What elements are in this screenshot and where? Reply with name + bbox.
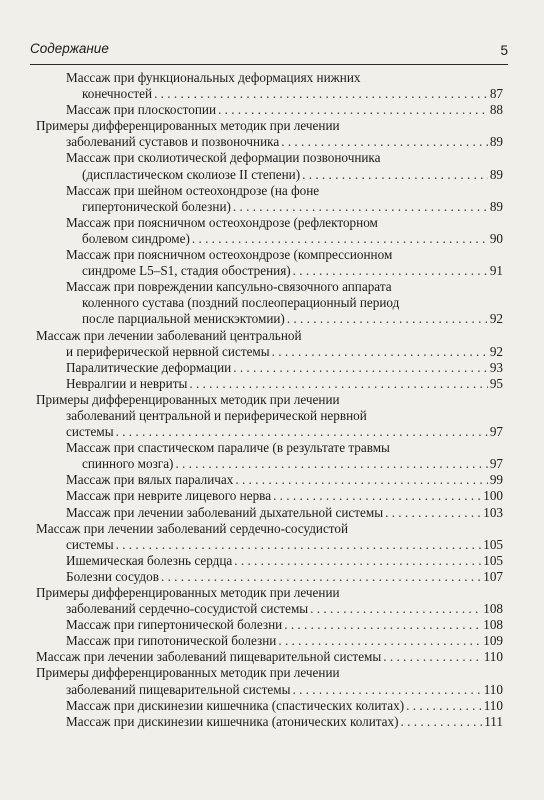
toc-entry-title-line: болевом синдроме) bbox=[82, 230, 190, 246]
toc-entry-title-line: после парциальной менискэктомии) bbox=[82, 311, 285, 327]
toc-entry bbox=[0, 150, 544, 182]
toc-entry bbox=[0, 617, 544, 633]
toc-entry-leader-line bbox=[0, 488, 503, 504]
toc-entry-leader-line bbox=[0, 311, 503, 327]
dot-leader bbox=[233, 360, 488, 376]
toc-entry-page-number: 100 bbox=[483, 488, 503, 504]
toc-entry-title-line: Массаж при плоскостопии bbox=[66, 102, 216, 118]
dot-leader bbox=[161, 569, 481, 585]
toc-entry-title-line: Массаж при лечении заболеваний дыхательной системы bbox=[66, 504, 384, 520]
toc-entry bbox=[0, 698, 544, 714]
toc-entry-title-line: Массаж при лечении заболеваний сердечно-сосудистой bbox=[36, 520, 349, 536]
table-of-contents bbox=[0, 70, 544, 730]
dot-leader bbox=[218, 102, 488, 118]
toc-entry-leader-line bbox=[0, 472, 503, 488]
toc-entry-leader-line bbox=[0, 86, 503, 102]
toc-entry-leader-line bbox=[0, 199, 503, 215]
toc-entry-leader-line bbox=[0, 649, 503, 665]
dot-leader bbox=[175, 456, 487, 472]
toc-entry-title-line: системы bbox=[66, 424, 114, 440]
toc-entry-title-line: Массаж при сколиотической деформации позвоночника bbox=[66, 150, 381, 166]
toc-entry bbox=[0, 328, 544, 360]
dot-leader bbox=[302, 167, 488, 183]
toc-entry-title-line: Массаж при гипотонической болезни bbox=[66, 633, 277, 649]
toc-entry bbox=[0, 102, 544, 118]
toc-entry-title-line: Невралгии и невриты bbox=[66, 375, 188, 391]
toc-entry-page-number: 92 bbox=[489, 311, 503, 327]
toc-entry bbox=[0, 279, 544, 327]
toc-entry-leader-line bbox=[0, 537, 503, 553]
toc-entry-title-line: Массаж при лечении заболеваний центральной bbox=[36, 327, 302, 343]
toc-entry-page-number: 110 bbox=[483, 697, 503, 713]
toc-entry-page-number: 108 bbox=[483, 617, 503, 633]
toc-entry-leader-line bbox=[0, 263, 503, 279]
page-number: 5 bbox=[500, 43, 508, 58]
toc-entry-page-number: 91 bbox=[489, 263, 503, 279]
toc-entry-title-line: и периферической нервной системы bbox=[66, 343, 270, 359]
dot-leader bbox=[385, 505, 481, 521]
toc-entry-title-line: Массаж при дискинезии кишечника (спастических колитах) bbox=[66, 697, 405, 713]
toc-entry-leader-line bbox=[0, 134, 503, 150]
dot-leader bbox=[406, 698, 482, 714]
toc-entry-leader-line bbox=[0, 376, 503, 392]
dot-leader bbox=[235, 472, 487, 488]
toc-entry-leader-line bbox=[0, 553, 503, 569]
toc-entry-leader-line bbox=[0, 682, 503, 698]
dot-leader bbox=[281, 134, 488, 150]
toc-entry-title-line: заболеваний сердечно-сосудистой системы bbox=[66, 601, 309, 617]
toc-entry-page-number: 103 bbox=[483, 504, 503, 520]
toc-entry-leader-line bbox=[0, 569, 503, 585]
toc-entry-title-line: системы bbox=[66, 536, 114, 552]
toc-entry-title-line: конечностей bbox=[82, 86, 153, 102]
toc-entry-page-number: 105 bbox=[483, 536, 503, 552]
dot-leader bbox=[189, 376, 487, 392]
toc-entry-leader-line bbox=[0, 344, 503, 360]
toc-entry-title-line: Массаж при дискинезии кишечника (атонических колитах) bbox=[66, 713, 399, 729]
toc-entry-leader-line bbox=[0, 714, 503, 730]
toc-entry-title-line: Массаж при неврите лицевого нерва bbox=[66, 488, 272, 504]
toc-entry-title-line: заболеваний пищеварительной системы bbox=[66, 681, 291, 697]
toc-entry bbox=[0, 392, 544, 440]
toc-entry bbox=[0, 649, 544, 665]
toc-entry-page-number: 89 bbox=[489, 166, 503, 182]
toc-entry-title-line: Массаж при функциональных деформациях нижних bbox=[66, 70, 361, 85]
toc-entry-page-number: 109 bbox=[483, 633, 503, 649]
dot-leader bbox=[292, 682, 481, 698]
toc-entry-page-number: 92 bbox=[489, 343, 503, 359]
dot-leader bbox=[278, 633, 481, 649]
toc-entry-title-line: Примеры дифференцированных методик при лечении bbox=[36, 585, 340, 600]
toc-entry-leader-line bbox=[0, 633, 503, 649]
toc-entry-leader-line bbox=[0, 360, 503, 376]
toc-entry-leader-line bbox=[0, 102, 503, 118]
toc-entry-page-number: 110 bbox=[483, 649, 503, 665]
toc-entry bbox=[0, 183, 544, 215]
toc-entry-leader-line bbox=[0, 698, 503, 714]
toc-entry bbox=[0, 215, 544, 247]
toc-entry bbox=[0, 553, 544, 569]
toc-entry-title-line: коленного сустава (поздний послеоперационный период bbox=[82, 295, 400, 311]
toc-entry-leader-line bbox=[0, 601, 503, 617]
toc-entry bbox=[0, 585, 544, 617]
dot-leader bbox=[154, 86, 488, 102]
toc-entry bbox=[0, 569, 544, 585]
toc-entry-title-line: Массаж при гипертонической болезни bbox=[66, 617, 283, 633]
toc-entry-title-line: синдроме L5–S1, стадия обострения) bbox=[82, 263, 291, 279]
toc-entry-title-line: Массаж при лечении заболеваний пищеварительной системы bbox=[36, 649, 382, 665]
toc-entry-title-line: гипертонической болезни) bbox=[82, 198, 231, 214]
toc-entry-page-number: 99 bbox=[489, 472, 503, 488]
dot-leader bbox=[192, 231, 488, 247]
toc-entry bbox=[0, 521, 544, 553]
toc-entry-leader-line bbox=[0, 424, 503, 440]
toc-entry-title-line: Ишемическая болезнь сердца bbox=[66, 552, 233, 568]
toc-entry-leader-line bbox=[0, 231, 503, 247]
toc-entry-page-number: 95 bbox=[489, 375, 503, 391]
toc-entry-title-line: Массаж при шейном остеохондрозе (на фоне bbox=[66, 182, 320, 198]
dot-leader bbox=[284, 617, 481, 633]
toc-entry bbox=[0, 440, 544, 472]
toc-entry bbox=[0, 247, 544, 279]
toc-entry-page-number: 97 bbox=[489, 456, 503, 472]
dot-leader bbox=[234, 553, 481, 569]
toc-entry-page-number: 93 bbox=[489, 359, 503, 375]
toc-entry-title-line: (диспластическом сколиозе II степени) bbox=[82, 166, 301, 182]
toc-entry-title-line: Массаж при спастическом параличе (в результате травмы bbox=[66, 440, 390, 456]
toc-entry-page-number: 97 bbox=[489, 424, 503, 440]
toc-entry-page-number: 108 bbox=[483, 601, 503, 617]
toc-entry-title-line: Примеры дифференцированных методик при лечении bbox=[36, 391, 340, 407]
toc-entry bbox=[0, 505, 544, 521]
dot-leader bbox=[116, 424, 488, 440]
toc-entry bbox=[0, 665, 544, 697]
toc-entry bbox=[0, 118, 544, 150]
toc-entry-page-number: 111 bbox=[484, 713, 503, 729]
dot-leader bbox=[272, 344, 488, 360]
toc-entry bbox=[0, 472, 544, 488]
toc-entry bbox=[0, 70, 544, 102]
dot-leader bbox=[116, 537, 482, 553]
toc-entry bbox=[0, 633, 544, 649]
toc-entry bbox=[0, 488, 544, 504]
toc-entry-page-number: 107 bbox=[483, 568, 503, 584]
page-header bbox=[30, 40, 508, 65]
dot-leader bbox=[383, 649, 481, 665]
dot-leader bbox=[401, 714, 483, 730]
running-title: Содержание bbox=[30, 41, 109, 56]
toc-entry-title-line: Массаж при поясничном остеохондрозе (рефлекторном bbox=[66, 214, 378, 230]
toc-entry-page-number: 89 bbox=[489, 198, 503, 214]
toc-entry-title-line: Примеры дифференцированных методик при лечении bbox=[36, 118, 340, 134]
toc-entry-page-number: 87 bbox=[489, 86, 503, 102]
dot-leader bbox=[287, 311, 488, 327]
toc-entry-leader-line bbox=[0, 505, 503, 521]
toc-entry-page-number: 89 bbox=[489, 134, 503, 150]
dot-leader bbox=[293, 263, 488, 279]
dot-leader bbox=[273, 488, 481, 504]
toc-entry bbox=[0, 376, 544, 392]
toc-entry-title-line: заболеваний суставов и позвоночника bbox=[66, 134, 280, 150]
toc-entry-leader-line bbox=[0, 456, 503, 472]
toc-entry-title-line: Паралитические деформации bbox=[66, 359, 232, 375]
toc-entry-page-number: 88 bbox=[489, 102, 503, 118]
toc-entry-title-line: Массаж при повреждении капсульно-связочного аппарата bbox=[66, 279, 392, 295]
toc-entry-title-line: Массаж при поясничном остеохондрозе (компрессионном bbox=[66, 247, 393, 263]
toc-entry-title-line: Массаж при вялых параличах bbox=[66, 472, 234, 488]
toc-entry-leader-line bbox=[0, 617, 503, 633]
toc-entry-title-line: Примеры дифференцированных методик при лечении bbox=[36, 665, 340, 681]
toc-entry-page-number: 110 bbox=[483, 681, 503, 697]
toc-entry bbox=[0, 360, 544, 376]
toc-entry-leader-line bbox=[0, 167, 503, 183]
toc-entry bbox=[0, 714, 544, 730]
toc-entry-page-number: 90 bbox=[489, 230, 503, 246]
dot-leader bbox=[310, 601, 481, 617]
toc-entry-title-line: Болезни сосудов bbox=[66, 568, 159, 584]
toc-entry-page-number: 105 bbox=[483, 552, 503, 568]
toc-entry-title-line: спинного мозга) bbox=[82, 456, 174, 472]
dot-leader bbox=[233, 199, 488, 215]
toc-entry-title-line: заболеваний центральной и периферической нервной bbox=[66, 407, 367, 423]
